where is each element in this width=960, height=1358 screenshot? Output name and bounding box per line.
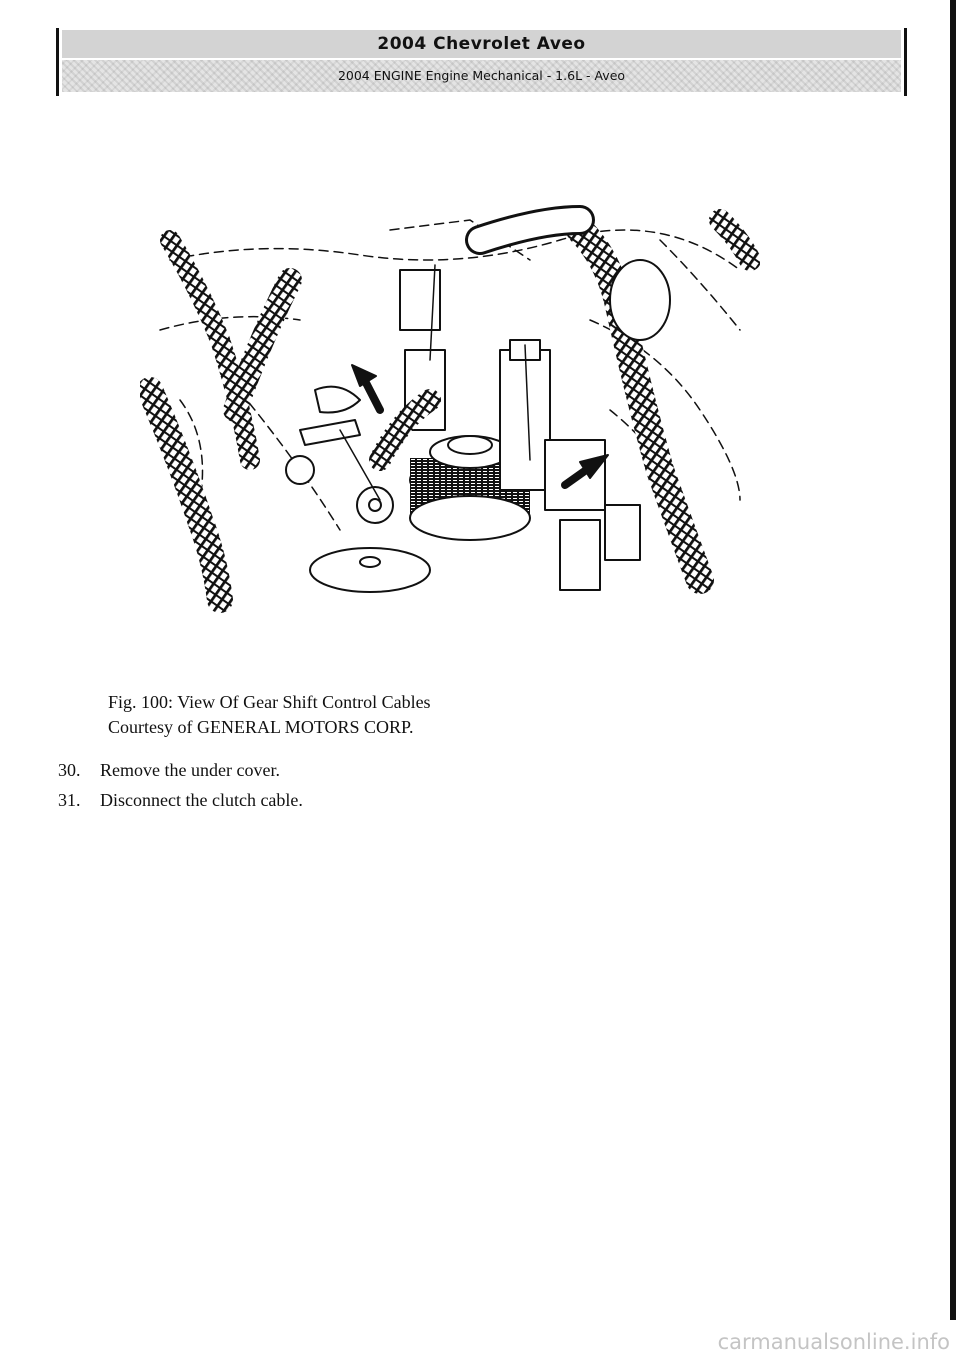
page-right-border xyxy=(950,0,956,1320)
step-number: 30. xyxy=(58,760,81,780)
header-left-border xyxy=(56,28,59,96)
caption-title: Fig. 100: View Of Gear Shift Control Cables xyxy=(108,692,431,712)
caption-credit: Courtesy of GENERAL MOTORS CORP. xyxy=(108,717,414,737)
document-header xyxy=(56,28,907,96)
header-subtitle: 2004 ENGINE Engine Mechanical - 1.6L - Aveo xyxy=(62,60,901,92)
step-text: Remove the under cover. xyxy=(100,760,280,780)
header-right-border xyxy=(904,28,907,96)
site-watermark: carmanualsonline.info xyxy=(717,1330,950,1354)
figure-caption xyxy=(108,690,431,740)
gear-shift-cables-illustration xyxy=(140,200,760,620)
step-text: Disconnect the clutch cable. xyxy=(100,790,303,810)
step-number: 31. xyxy=(58,790,81,810)
header-title: 2004 Chevrolet Aveo xyxy=(62,30,901,58)
